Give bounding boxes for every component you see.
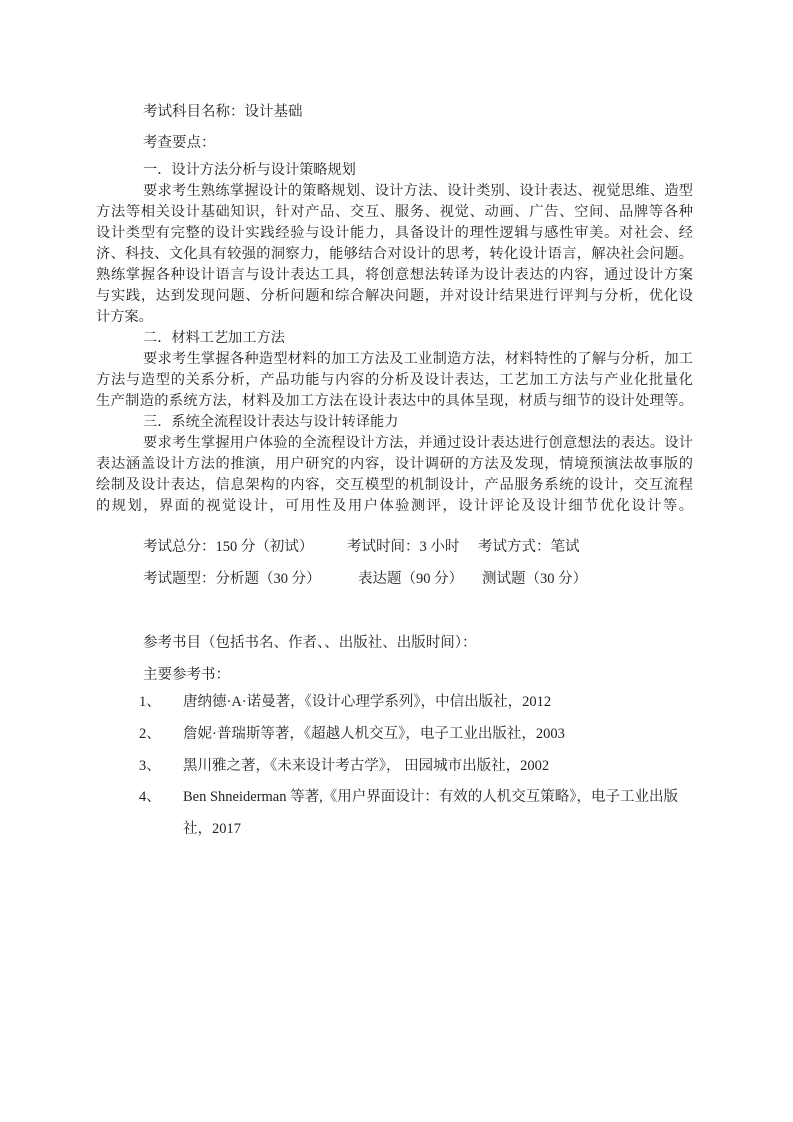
reference-item-number: 3、: [139, 757, 161, 774]
exam-question-type-expression: 表达题（90 分）: [358, 571, 464, 587]
exam-question-type-test: 测试题（30 分）: [482, 571, 588, 587]
body-line: 与实践，达到发现问题、分析问题和综合解决问题，并对设计结果进行评判与分析，优化设: [96, 288, 693, 304]
reference-item-text: [183, 687, 693, 719]
body-line: 方法等相关设计基础知识，针对产品、交互、服务、视觉、动画、广告、空间、品牌等各种: [96, 204, 693, 220]
body-line: 表达涵盖设计方法的推演，用户研究的内容，设计调研的方法及发现，情境预演法故事版的: [96, 456, 693, 472]
reference-item-line: 唐纳德·A·诺曼著，《设计心理学系列》，中信出版社，2012: [183, 694, 552, 710]
exam-mode: 考试方式：笔试: [478, 539, 580, 555]
body-line: 要求考生掌握用户体验的全流程设计方法，并通过设计表达进行创意想法的表达。设计: [143, 435, 693, 451]
reference-item-line: 詹妮·普瑞斯等著，《超越人机交互》，电子工业出版社，2003: [183, 725, 565, 742]
reference-item-text: [183, 719, 693, 751]
exam-total-score: 考试总分：150 分（初试）: [143, 539, 314, 555]
body-line: 熟练掌握各种设计语言与设计表达工具，将创意想法转译为设计表达的内容，通过设计方案: [96, 267, 693, 283]
reference-item: [139, 751, 693, 783]
exam-outline-body: [96, 160, 693, 517]
body-line: 生产制造的系统方法，材料及加工方法在设计表达中的具体呈现，材质与细节的设计处理等。: [96, 393, 693, 409]
body-line: 济、科技、文化具有较强的洞察力，能够结合对设计的思考，转化设计语言，解决社会问题。: [96, 246, 693, 262]
body-line: 设计类型有完整的设计实践经验与设计能力，具备设计的理性逻辑与感性审美。对社会、经: [96, 225, 693, 241]
section-1-heading: 一．设计方法分析与设计策略规划: [143, 162, 356, 178]
body-line: 方法与造型的关系分析，产品功能与内容的分析及设计表达，工艺加工方法与产业化批量化: [96, 372, 693, 388]
reference-item-line: 黑川雅之著，《未来设计考古学》， 田园城市出版社，2002: [183, 757, 550, 774]
reference-item-text: [183, 782, 693, 846]
reference-item-line: 社，2017: [183, 821, 241, 838]
exam-duration: 考试时间：3 小时: [347, 539, 460, 555]
key-points-heading: 考查要点：: [143, 135, 216, 151]
body-line: 的规划，界面的视觉设计，可用性及用户体验测评，设计评论及设计细节优化设计等。: [96, 498, 693, 514]
body-line: 要求考生掌握各种造型材料的加工方法及工业制造方法，材料特性的了解与分析，加工: [143, 351, 693, 367]
references-subheading: 主要参考书：: [143, 667, 230, 683]
exam-question-type-analysis: 考试题型：分析题（30 分）: [143, 571, 321, 587]
reference-item-number: 1、: [139, 694, 161, 710]
references-heading: 参考书目（包括书名、作者、、出版社、出版时间）：: [143, 635, 477, 651]
reference-item: [139, 719, 693, 751]
reference-item-number: 2、: [139, 725, 161, 742]
section-3-heading: 三．系统全流程设计表达与设计转译能力: [143, 414, 399, 430]
reference-item-number: 4、: [139, 789, 161, 806]
references-list: [139, 687, 693, 846]
reference-item: [139, 782, 693, 846]
body-line: 绘制及设计表达，信息架构的内容，交互模型的机制设计，产品服务系统的设计，交互流程: [96, 477, 693, 493]
section-2-heading: 二．材料工艺加工方法: [143, 330, 285, 346]
reference-item-line: Ben Shneiderman 等著,《用户界面设计：有效的人机交互策略》，电子工业出版: [183, 789, 678, 806]
subject-line: 考试科目名称：设计基础: [143, 104, 303, 120]
body-line: 要求考生熟练掌握设计的策略规划、设计方法、设计类别、设计表达、视觉思维、造型: [143, 183, 693, 199]
reference-item: [139, 687, 693, 719]
body-line: 计方案。: [96, 309, 153, 325]
reference-item-text: [183, 751, 693, 783]
